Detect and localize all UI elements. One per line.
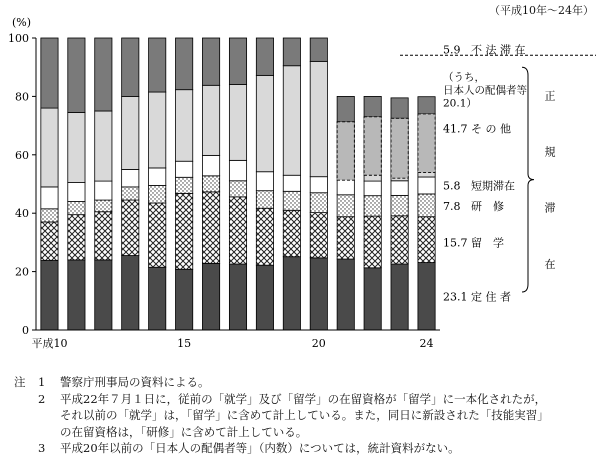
bar-segment — [391, 264, 408, 330]
bar-segment — [418, 177, 435, 194]
bar-segment — [229, 38, 246, 84]
y-tick-label: 20 — [15, 265, 29, 279]
bar-segment — [202, 263, 219, 330]
bar-segment — [418, 97, 435, 114]
bar-segment — [256, 75, 273, 171]
bar-segment — [256, 191, 273, 209]
bar-segment — [41, 222, 58, 261]
group-label-char: 滞 — [544, 201, 556, 215]
bar-segment — [122, 200, 139, 255]
legend-label: 定 住 者 — [471, 290, 511, 304]
bar-segment — [68, 260, 85, 330]
y-tick-label: 100 — [8, 32, 29, 45]
bar-segment — [337, 96, 354, 121]
bar-segment — [283, 38, 300, 66]
bar-segment — [283, 66, 300, 175]
note-head: 注 — [14, 375, 26, 389]
bar-segment — [418, 263, 435, 330]
x-tick-label: 24 — [419, 337, 434, 350]
y-tick-label: 80 — [15, 90, 29, 104]
bar-segment — [256, 38, 273, 75]
bar-segment — [95, 200, 112, 212]
legend-label: そ の 他 — [471, 122, 511, 136]
bar-segment — [122, 187, 139, 200]
x-tick-label: 15 — [177, 337, 192, 350]
bar-segment — [283, 257, 300, 330]
note-text: の在留資格は，「研修」に含めて計上している。 — [60, 424, 308, 439]
bar-segment — [337, 217, 354, 259]
bar-segment — [310, 258, 327, 330]
bar-segment — [391, 118, 408, 178]
bar-segment — [391, 98, 408, 118]
legend-value: 7.8 — [443, 199, 461, 213]
legend-value: 23.1 — [443, 290, 468, 304]
bar-segment — [256, 265, 273, 330]
bar-segment — [95, 260, 112, 330]
bar-segment — [41, 187, 58, 209]
bar-segment — [283, 191, 300, 210]
bar-segment — [202, 155, 219, 175]
bar-segment — [364, 117, 381, 175]
bar-segment — [310, 61, 327, 176]
bar-segment — [176, 161, 193, 177]
bar-segment — [149, 203, 166, 267]
bar-segment — [176, 38, 193, 90]
bar-segment — [391, 195, 408, 215]
bar-segment — [418, 194, 435, 217]
bar-segment — [229, 197, 246, 264]
bar-segment — [337, 122, 354, 180]
group-label-char: 在 — [544, 257, 556, 271]
bar-segment — [364, 216, 381, 268]
legend-label: 日本人の配偶者等 — [443, 84, 527, 97]
y-tick-label: 40 — [15, 207, 29, 221]
bar-segment — [229, 264, 246, 330]
bar-segment — [202, 38, 219, 85]
bar-segment — [122, 169, 139, 187]
bar-segment — [337, 195, 354, 217]
bar-segment — [229, 160, 246, 180]
bar-segment — [202, 192, 219, 264]
legend-label: 短期滞在 — [471, 179, 515, 193]
bar-segment — [391, 181, 408, 196]
y-axis-label: (%) — [11, 16, 31, 29]
bar-segment — [95, 111, 112, 181]
bar-segment — [41, 209, 58, 222]
bar-segment — [95, 212, 112, 260]
period-label: （平成10年～24年） — [489, 4, 594, 17]
bar-segment — [176, 269, 193, 330]
bar-segment — [256, 172, 273, 191]
bar-segment — [310, 38, 327, 61]
bar-segment — [149, 38, 166, 92]
bar-segment — [256, 208, 273, 265]
bar-segment — [68, 183, 85, 202]
group-label-char: 正 — [544, 89, 556, 103]
x-tick-label: 平成10 — [31, 337, 68, 350]
bar-segment — [122, 256, 139, 330]
notes — [14, 374, 598, 457]
legend-label: 留 学 — [471, 236, 504, 250]
bar-segment — [68, 202, 85, 215]
bar-segment — [176, 193, 193, 269]
note-text: 平成20年以前の「日本人の配偶者等」（内数）については，統計資料がない。 — [60, 441, 460, 455]
bar-segment — [418, 217, 435, 263]
y-tick-label: 0 — [22, 324, 29, 337]
bar-segment — [176, 90, 193, 162]
bracket — [522, 67, 534, 292]
bar-segment — [229, 84, 246, 160]
bar-segment — [41, 261, 58, 330]
legend-value: 20.1） — [443, 97, 477, 110]
bar-segment — [391, 216, 408, 264]
note-text: 平成22年７月１日に，従前の「就学」及び「留学」の在留資格が「留学」に一本化されたが， — [60, 391, 547, 406]
bar-segment — [68, 112, 85, 182]
bar-segment — [310, 177, 327, 193]
note-num: 3 — [38, 441, 46, 455]
note-text: 警察庁刑事局の資料による。 — [60, 375, 210, 389]
bar-segment — [229, 181, 246, 197]
x-tick-label: 20 — [311, 337, 326, 350]
bar-segment — [310, 193, 327, 213]
bar-segment — [202, 85, 219, 155]
bar-segment — [364, 181, 381, 196]
note-num: 2 — [38, 391, 46, 406]
bar-segment — [337, 259, 354, 330]
bar-segment — [122, 38, 139, 96]
bar-segment — [149, 185, 166, 203]
group-label-char: 規 — [544, 145, 556, 159]
bar-segment — [149, 92, 166, 168]
legend-value: 15.7 — [443, 236, 468, 250]
note-text: それ以前の「就学」は，「留学」に含めて計上している。また，同日に新設された「技能実習」 — [60, 408, 549, 422]
bar-segment — [68, 38, 85, 112]
bar-segment — [41, 108, 58, 187]
bar-segment — [310, 213, 327, 258]
bar-segment — [283, 210, 300, 256]
legend-value: 5.9 — [443, 43, 461, 57]
note-num: 1 — [38, 375, 46, 389]
legend-prefix: （うち， — [443, 71, 485, 84]
bar-segment — [418, 114, 435, 173]
bar-segment — [95, 181, 112, 200]
bar-segment — [364, 268, 381, 330]
legend-label: 不 法 滞 在 — [471, 43, 526, 57]
legend-value: 41.7 — [443, 122, 468, 136]
bar-segment — [283, 175, 300, 191]
legend-label: 研 修 — [471, 199, 504, 213]
bar-segment — [364, 196, 381, 216]
bar-segment — [41, 38, 58, 108]
bar-segment — [95, 38, 112, 111]
bar-segment — [149, 168, 166, 186]
bar-segment — [364, 96, 381, 116]
bar-segment — [202, 176, 219, 192]
note-num — [38, 407, 60, 424]
note-num — [38, 424, 60, 441]
bar-segment — [149, 267, 166, 330]
y-tick-label: 60 — [15, 148, 29, 162]
legend-value: 5.8 — [443, 179, 461, 193]
bar-segment — [68, 215, 85, 260]
bar-segment — [176, 177, 193, 193]
bar-segment — [122, 96, 139, 169]
